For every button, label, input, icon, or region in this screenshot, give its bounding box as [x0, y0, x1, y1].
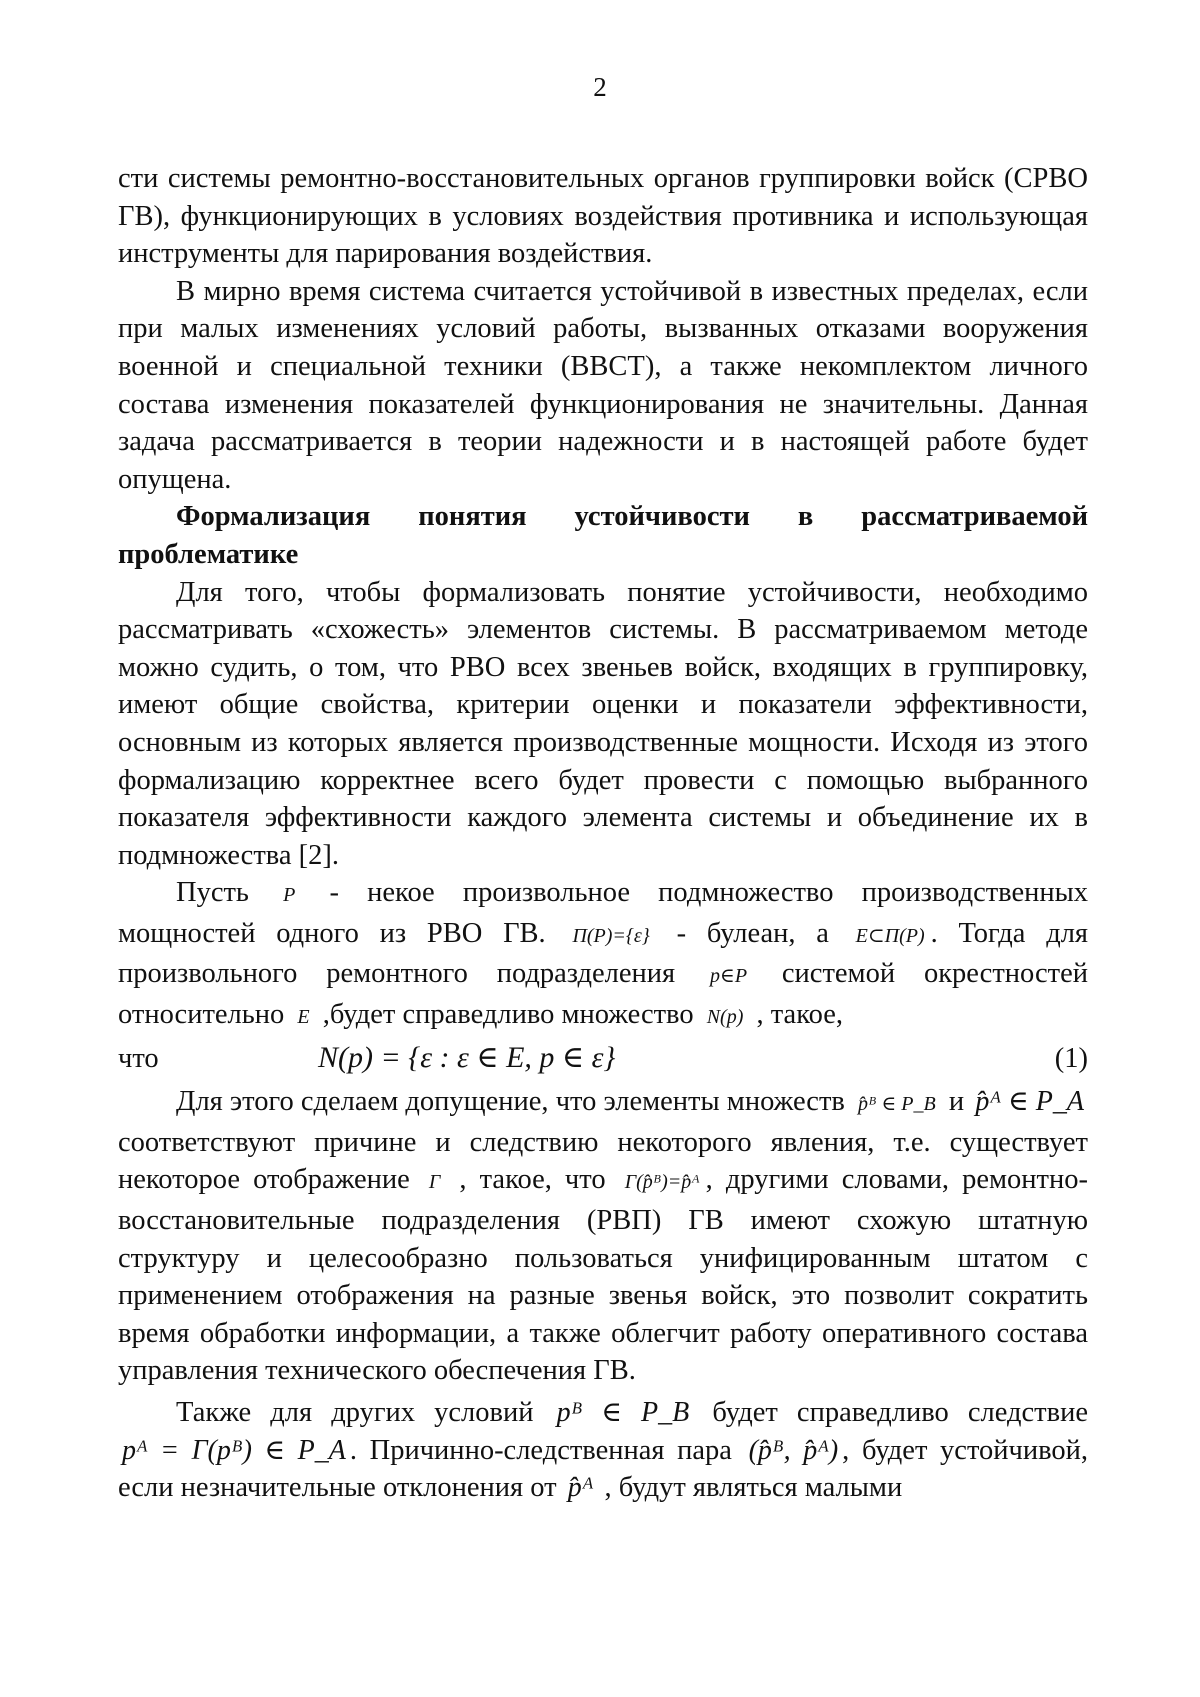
section-heading: Формализация понятия устойчивости в рассматриваемой проблематике: [118, 501, 1088, 570]
text-run: , будет устойчивой, если незначительные отклонения от: [118, 1434, 1089, 1504]
page-content: [118, 160, 1088, 1507]
paragraph-continuation: сти системы ремонтно-восстановительных органов группировки войск (СРВО ГВ), функционирующих в условиях воздействия противника и использующая инструменты для парирования воздействия.: [118, 163, 1088, 270]
math-inline: (p̂ᴮ, p̂ᴬ): [748, 1434, 839, 1466]
formula-body: N(p) = {ε : ε ∈ E, p ∈ ε}: [318, 1040, 616, 1074]
math-inline: Γ: [428, 1171, 441, 1194]
text-run: - некое произвольное подмножество производственных мощностей одного из РВО ГВ.: [118, 877, 1089, 949]
paragraph-stability-peacetime: В мирно время система считается устойчивой в известных пределах, если при малых изменениях условий работы, вызванных отказами вооружения военной и специальной техники (ВВСТ), а также некомплектом личного состава изменения показателей функционирования не значительны. Данная задача рассматривается в теории надежности и в настоящей работе будет опущена.: [118, 275, 1088, 495]
math-inline: Γ(p̂ᴮ)=p̂ᴬ: [624, 1171, 700, 1194]
text-run: - булеан, а: [676, 917, 829, 949]
math-inline: p̂ᴬ ∈ P_A: [975, 1086, 1085, 1118]
text-run: соответствуют причине и следствию некоторого явления, т.е. существует некоторое отображение: [118, 1126, 1088, 1196]
math-inline: P: [283, 884, 296, 907]
text-run: системой окрестностей относительно: [118, 958, 1088, 1031]
math-inline: p∈P: [710, 965, 748, 988]
text-run: Пусть: [176, 877, 249, 909]
paragraph-stable-pair: [118, 1394, 1088, 1507]
formula-number: (1): [1054, 1042, 1088, 1074]
math-inline: pᴬ = Γ(pᴮ) ∈ P_A: [122, 1434, 346, 1466]
page-number: 2: [593, 72, 607, 102]
text-run: Для этого сделаем допущение, что элементы множеств: [176, 1086, 845, 1118]
formula-lead-text: что: [118, 1042, 159, 1074]
text-run: будет справедливо следствие: [712, 1397, 1088, 1428]
math-inline: Π(P)={ε}: [572, 924, 650, 947]
text-run: . Причинно-следственная пара: [349, 1434, 732, 1466]
math-inline: E⊂Π(P): [855, 924, 925, 947]
math-inline: E: [297, 1006, 310, 1029]
paragraph-cause-effect: [118, 1083, 1088, 1390]
math-inline: N(p): [706, 1006, 744, 1029]
text-run: ,будет справедливо множество: [322, 999, 694, 1031]
text-run: , другими словами, ремонтно-восстановительные подразделения (РВП) ГВ имеют схожую штатную структуру и целесообразно пользоваться унифицированным штатом с применением отображения на разные звенья войск, это позволит сократить время обработки информации, а также облегчит работу оперативного состава управления технического обеспечения ГВ.: [118, 1164, 1089, 1387]
paragraph-neighborhood-system: [118, 874, 1088, 1036]
formula-1: [118, 1039, 1088, 1078]
text-run: и: [948, 1086, 965, 1118]
math-inline: p̂ᴬ: [567, 1472, 594, 1504]
text-run: , будут являться малыми: [604, 1472, 903, 1504]
text-run: , такое,: [756, 999, 843, 1031]
math-inline: p̂ᴮ ∈ P_B: [858, 1093, 936, 1116]
paragraph-formalization: Для того, чтобы формализовать понятие устойчивости, необходимо рассматривать «схожесть» элементов системы. В рассматриваемом методе можно судить, о том, что РВО всех звеньев войск, входящих в группировку, имеют общие свойства, критерии оценки и показатели эффективности, основным из которых является производственные мощности. Исходя из этого формализацию корректнее всего будет провести с помощью выбранного показателя эффективности каждого элемента системы и объединение их в подмножества [2].: [118, 576, 1088, 871]
text-run: . Тогда для произвольного ремонтного подразделения: [118, 917, 1089, 990]
text-run: , такое, что: [459, 1164, 606, 1196]
text-run: Также для других условий: [176, 1397, 534, 1428]
math-inline: pᴮ ∈ P_B: [556, 1397, 690, 1428]
